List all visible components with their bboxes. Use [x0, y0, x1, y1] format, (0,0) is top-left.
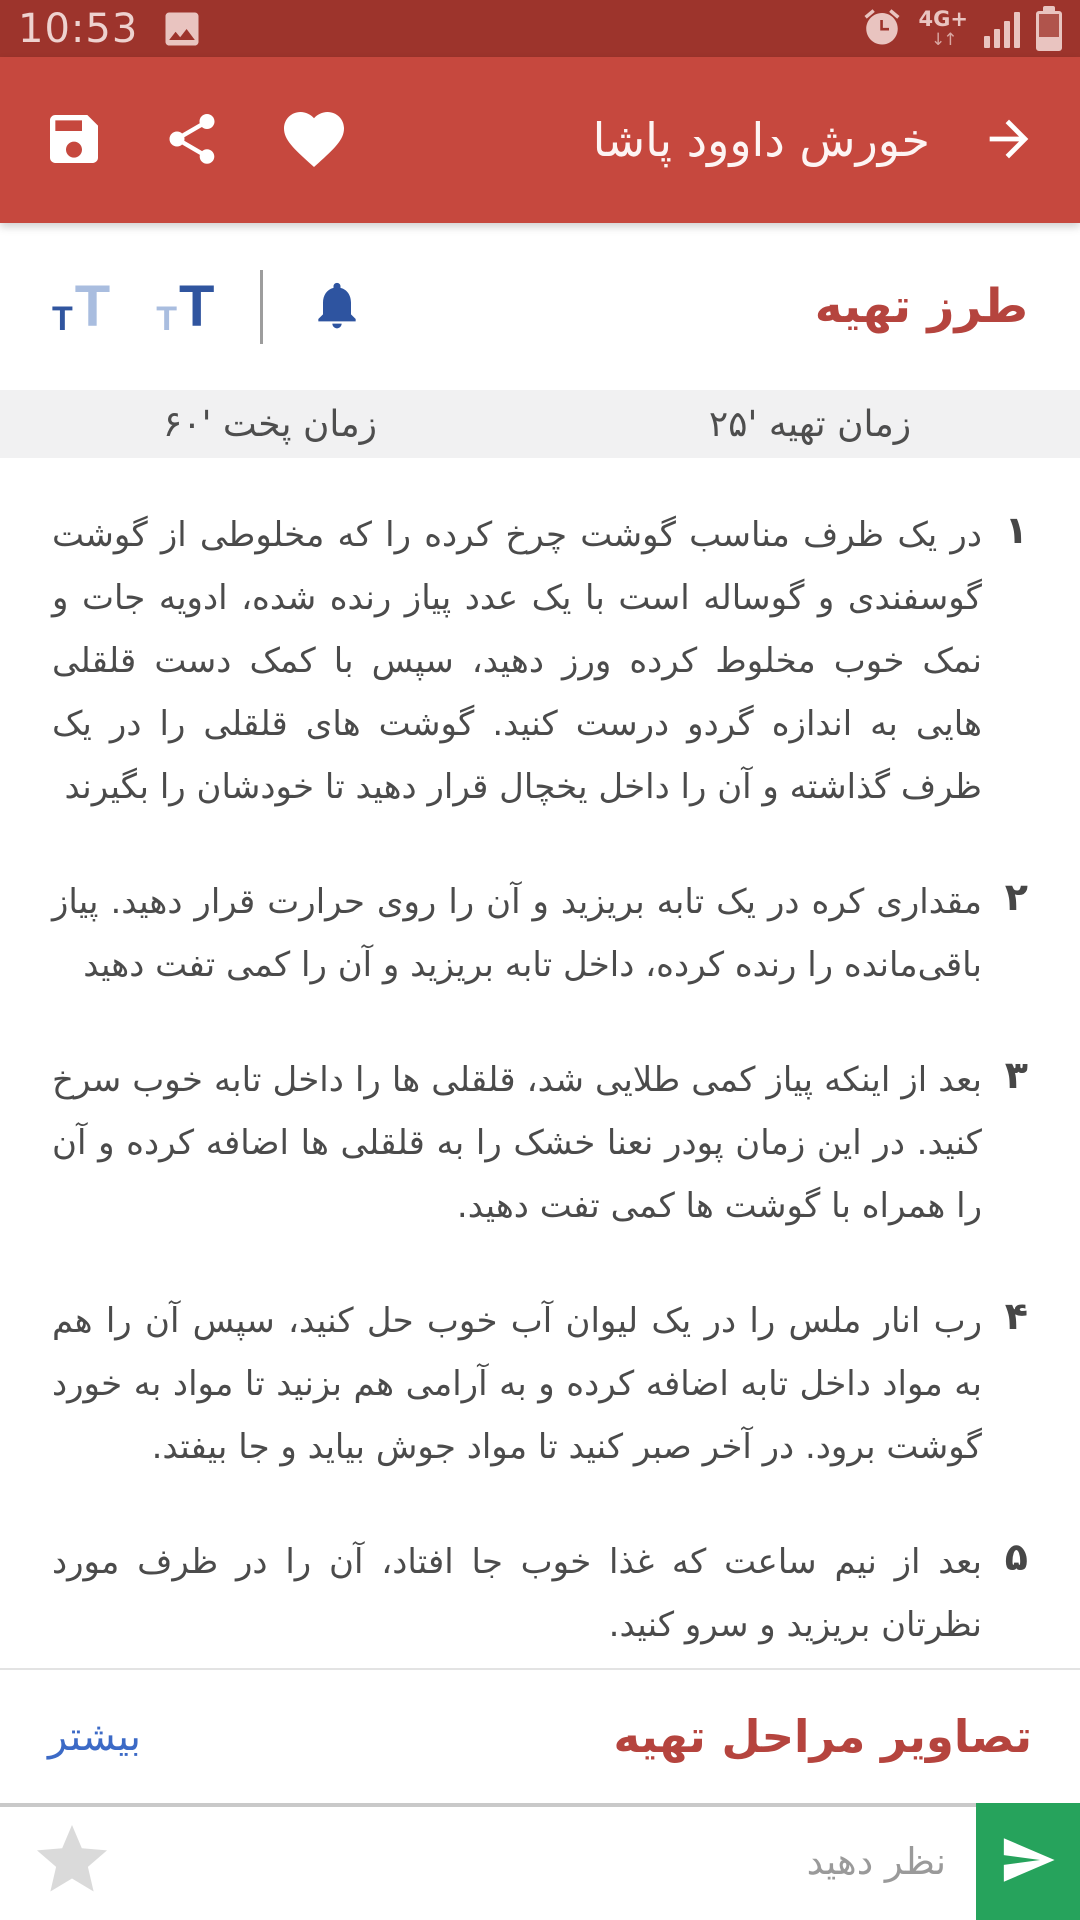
step-text: مقداری کره در یک تابه بریزید و آن را روی حرارت قرار دهید. پیاز باقی‌مانده را رنده کرده، داخل تابه بریزید و آن را کمی تفت دهید [52, 882, 982, 985]
comment-input[interactable] [114, 1803, 976, 1920]
step-number: ۲ [1004, 875, 1028, 919]
small-text-icon: T [52, 299, 73, 338]
step-item [52, 1290, 1028, 1479]
network-type-indicator: 4G+ ↓↑ [918, 6, 968, 50]
battery-icon [1036, 6, 1062, 51]
back-arrow-icon [980, 110, 1038, 171]
data-arrows-icon: ↓↑ [931, 29, 956, 50]
large-text-icon: T [74, 273, 111, 339]
app-bar [0, 57, 1080, 223]
step-number: ۳ [1004, 1053, 1028, 1097]
step-text: در یک ظرف مناسب گوشت چرخ کرده را که مخلوطی از گوشت گوسفندی و گوساله است با یک عدد پیاز رنده شده، ادویه جات و نمک خوب مخلوط کرده ورز دهید، سپس با کمک دست قلقلی هایی به اندازه گردو درست کنید. گوشت های قلقلی را در یک ظرف گذاشته و آن را داخل یخچال قرار دهید تا خودشان را بگیرند [52, 515, 982, 807]
star-icon [30, 1818, 114, 1905]
send-comment-button[interactable] [976, 1803, 1080, 1920]
heart-icon [278, 103, 350, 178]
bell-icon [309, 277, 365, 336]
small-text-icon: T [156, 299, 177, 338]
comment-bar [0, 1803, 1080, 1920]
send-icon [999, 1831, 1057, 1892]
step-item [52, 1531, 1028, 1657]
save-icon [42, 107, 106, 174]
section-title: طرز تهیه [814, 279, 1028, 334]
step-text: بعد از اینکه پیاز کمی طلایی شد، قلقلی ها را داخل تابه خوب سرخ کنید. در این زمان پودر نعنا خشک را به قلقلی ها اضافه کرده و آن را همراه با گوشت ها کمی تفت دهید. [52, 1060, 982, 1226]
clock-text: 10:53 [18, 5, 139, 52]
vertical-divider [260, 270, 263, 344]
more-link[interactable]: بیشتر [48, 1713, 142, 1760]
rate-button[interactable] [30, 1803, 114, 1920]
page-title: خورش داوود پاشا [592, 113, 930, 167]
reminder-button[interactable] [309, 277, 365, 336]
time-bar [0, 390, 1080, 458]
step-number: ۵ [1004, 1535, 1028, 1579]
share-button[interactable] [162, 109, 222, 172]
alarm-icon [861, 6, 903, 52]
signal-strength-icon [984, 10, 1020, 48]
save-button[interactable] [42, 107, 106, 174]
divider [0, 1803, 976, 1807]
status-bar [0, 0, 1080, 57]
step-item [52, 1049, 1028, 1238]
font-size-decrease-button[interactable] [52, 273, 111, 339]
share-icon [162, 109, 222, 172]
back-button[interactable] [980, 110, 1038, 171]
cook-time: زمان پخت '۶۰ [162, 403, 378, 445]
step-text: رب انار ملس را در یک لیوان آب خوب حل کنید، سپس آن را هم به مواد داخل تابه اضافه کرده و به آرامی هم بزنید تا مواد به خورد گوشت برود. در آخر صبر کنید تا مواد جوش بیاید و جا بیفتد. [52, 1301, 982, 1467]
step-text: بعد از نیم ساعت که غذا خوب جا افتاد، آن را در ظرف مورد نظرتان بریزید و سرو کنید. [52, 1542, 982, 1645]
large-text-icon: T [179, 273, 215, 339]
step-item [52, 871, 1028, 997]
prep-time: زمان تهیه '۲۵ [708, 403, 912, 445]
step-item [52, 504, 1028, 819]
section-header [0, 223, 1080, 390]
step-number: ۴ [1004, 1294, 1028, 1338]
font-size-increase-button[interactable] [156, 273, 215, 339]
photo-notification-icon [160, 7, 204, 51]
footer-title: تصاویر مراحل تهیه [613, 1710, 1032, 1763]
footer-heading-row [0, 1668, 1080, 1803]
step-number: ۱ [1004, 508, 1028, 552]
favorite-button[interactable] [278, 103, 350, 178]
steps-list [0, 458, 1080, 1668]
status-icons [861, 6, 1062, 52]
